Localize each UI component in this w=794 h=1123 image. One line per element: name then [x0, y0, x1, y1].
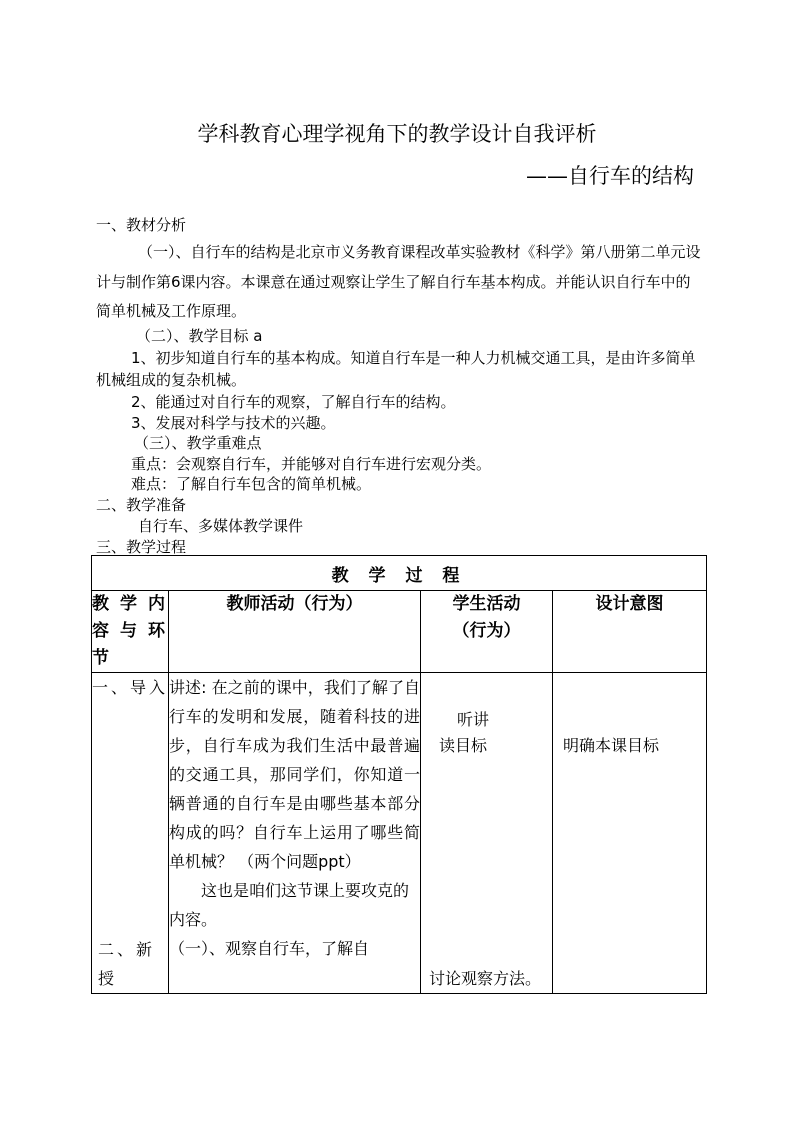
design-intent-cell	[553, 673, 707, 994]
goal-item: 3、发展对科学与技术的兴趣。	[131, 414, 336, 432]
student-activity-cell	[421, 673, 553, 994]
goal-item: 2、能通过对自行车的观察，了解自行车的结构。	[131, 393, 456, 411]
header-student-activity	[421, 591, 553, 673]
student-activity-discuss: 讨论观察方法。	[429, 969, 542, 988]
stage-cell	[92, 673, 169, 994]
header-student-line2: （行为）	[452, 621, 521, 641]
goal-item: 1、初步知道自行车的基本构成。知道自行车是一种人力机械交通工具，是由许多简单	[131, 349, 696, 367]
header-content-stage: 教学内容与环节	[92, 591, 169, 673]
subheading-goals: （二）、教学目标 a	[136, 327, 263, 345]
table-title: 教 学 过 程	[92, 556, 707, 591]
goal-item: 机械组成的复杂机械。	[96, 371, 247, 389]
table-row	[92, 673, 707, 994]
header-teacher-activity: 教师活动（行为）	[169, 591, 421, 673]
header-student-line1: 学生活动	[452, 594, 521, 614]
section-heading-materials: 一、教材分析	[96, 216, 187, 234]
student-activity-read: 读目标	[439, 736, 488, 755]
stage-new-teaching: 二、新授	[98, 940, 156, 988]
teacher-text-2: 这也是咱们这节课上要攻克的内容。	[169, 881, 410, 929]
page-title: 学科教育心理学视角下的教学设计自我评析	[197, 122, 597, 146]
process-table	[91, 555, 707, 994]
teacher-text: 讲述: 在之前的课中，我们了解了自行车的发明和发展，随着科技的进步，自行车成为我们生活中最普遍的交通工具，那同学们，你知道一辆普通的自行车是由哪些基本部分构成的吗？自行车上运用了哪些简单机械？ （两个问题ppt）	[169, 678, 420, 871]
paragraph-line: 计与制作第6课内容。本课意在通过观察让学生了解自行车基本构成。并能认识自行车中的	[96, 273, 691, 291]
header-design-intent: 设计意图	[553, 591, 707, 673]
stage-intro: 一、导入	[92, 678, 169, 697]
teacher-activity-cell	[169, 673, 421, 994]
design-intent-text: 明确本课目标	[563, 736, 660, 755]
subheading-key-points: （三）、教学重难点	[134, 434, 262, 452]
difficulty-point: 难点：了解自行车包含的简单机械。	[131, 475, 372, 493]
page-subtitle: ——自行车的结构	[526, 164, 694, 188]
student-activity-listen: 听讲	[457, 710, 490, 729]
section-heading-process: 三、教学过程	[96, 538, 187, 556]
teacher-text-3: （一）、观察自行车，了解自	[169, 939, 370, 958]
paragraph-line: 简单机械及工作原理。	[96, 302, 247, 320]
paragraph-line: （一）、自行车的结构是北京市义务教育课程改革实验教材《科学》第八册第二单元设	[138, 243, 701, 261]
preparation-text: 自行车、多媒体教学课件	[138, 517, 304, 535]
section-heading-preparation: 二、教学准备	[96, 496, 187, 514]
key-point: 重点：会观察自行车，并能够对自行车进行宏观分类。	[131, 455, 492, 473]
